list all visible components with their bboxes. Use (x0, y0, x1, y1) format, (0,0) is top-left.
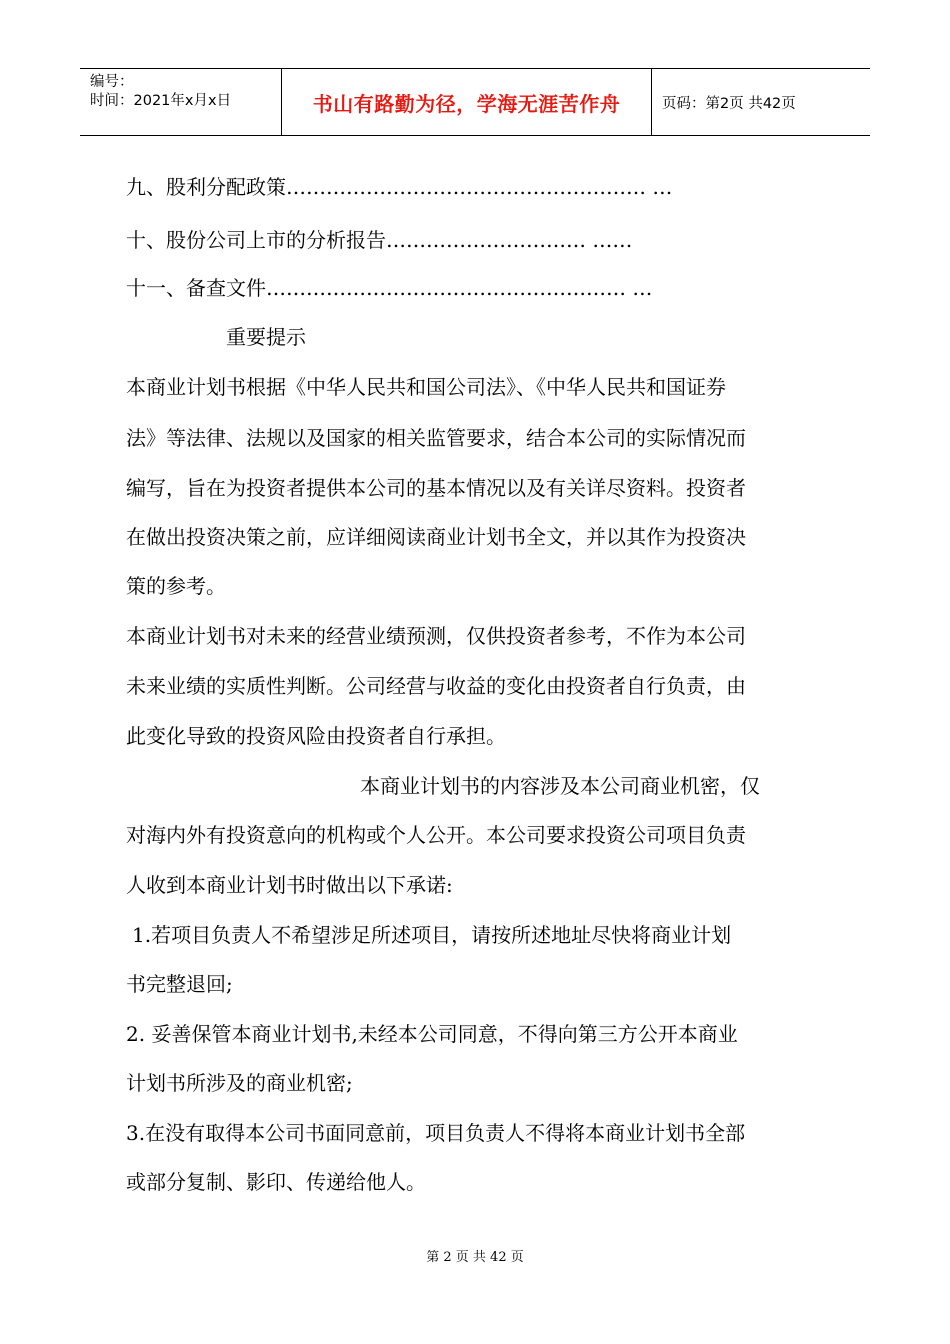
body-line: 书完整退回; (126, 972, 233, 996)
toc-item: 十、股份公司上市的分析报告………………………… …… (126, 228, 633, 252)
body-line: 在做出投资决策之前，应详细阅读商业计划书全文，并以其作为投资决 (126, 525, 746, 549)
body-line: 法》等法律、法规以及国家的相关监管要求，结合本公司的实际情况而 (126, 426, 746, 450)
body-line: 编写，旨在为投资者提供本公司的基本情况以及有关详尽资料。投资者 (126, 476, 746, 500)
body-line: 人收到本商业计划书时做出以下承诺: (126, 873, 453, 897)
body-line: 本商业计划书的内容涉及本公司商业机密，仅 (360, 774, 760, 798)
body-line: 未来业绩的实质性判断。公司经营与收益的变化由投资者自行负责，由 (126, 674, 746, 698)
body-line: 1.若项目负责人不希望涉足所述项目，请按所述地址尽快将商业计划 (132, 923, 732, 947)
body-line: 本商业计划书对未来的经营业绩预测，仅供投资者参考，不作为本公司 (126, 624, 746, 648)
body-line: 3.在没有取得本公司书面同意前，项目负责人不得将本商业计划书全部 (126, 1121, 746, 1145)
body-line: 计划书所涉及的商业机密; (126, 1071, 353, 1095)
page-header (80, 68, 870, 136)
notice-title: 重要提示 (226, 325, 306, 349)
body-line: 本商业计划书根据《中华人民共和国公司法》、《中华人民共和国证券 (126, 375, 726, 399)
body-line: 或部分复制、影印、传递给他人。 (126, 1170, 426, 1194)
toc-item: 十一、备查文件……………………………………………… … (126, 276, 653, 300)
body-line: 2. 妥善保管本商业计划书,未经本公司同意，不得向第三方公开本商业 (126, 1022, 738, 1046)
body-line: 策的参考。 (126, 574, 226, 598)
header-motto: 书山有路勤为径，学海无涯苦作舟 (282, 69, 652, 135)
document-date: 时间：2021年x月x日 (90, 93, 232, 109)
header-meta (80, 69, 282, 135)
body-line: 此变化导致的投资风险由投资者自行承担。 (126, 724, 506, 748)
document-number-label: 编号： (90, 74, 134, 90)
header-page-code: 页码：第2页 共42页 (662, 95, 796, 112)
page-footer: 第 2 页 共 42 页 (426, 1250, 524, 1265)
body-line: 对海内外有投资意向的机构或个人公开。本公司要求投资公司项目负责 (126, 823, 746, 847)
toc-item: 九、股利分配政策……………………………………………… … (126, 175, 673, 199)
